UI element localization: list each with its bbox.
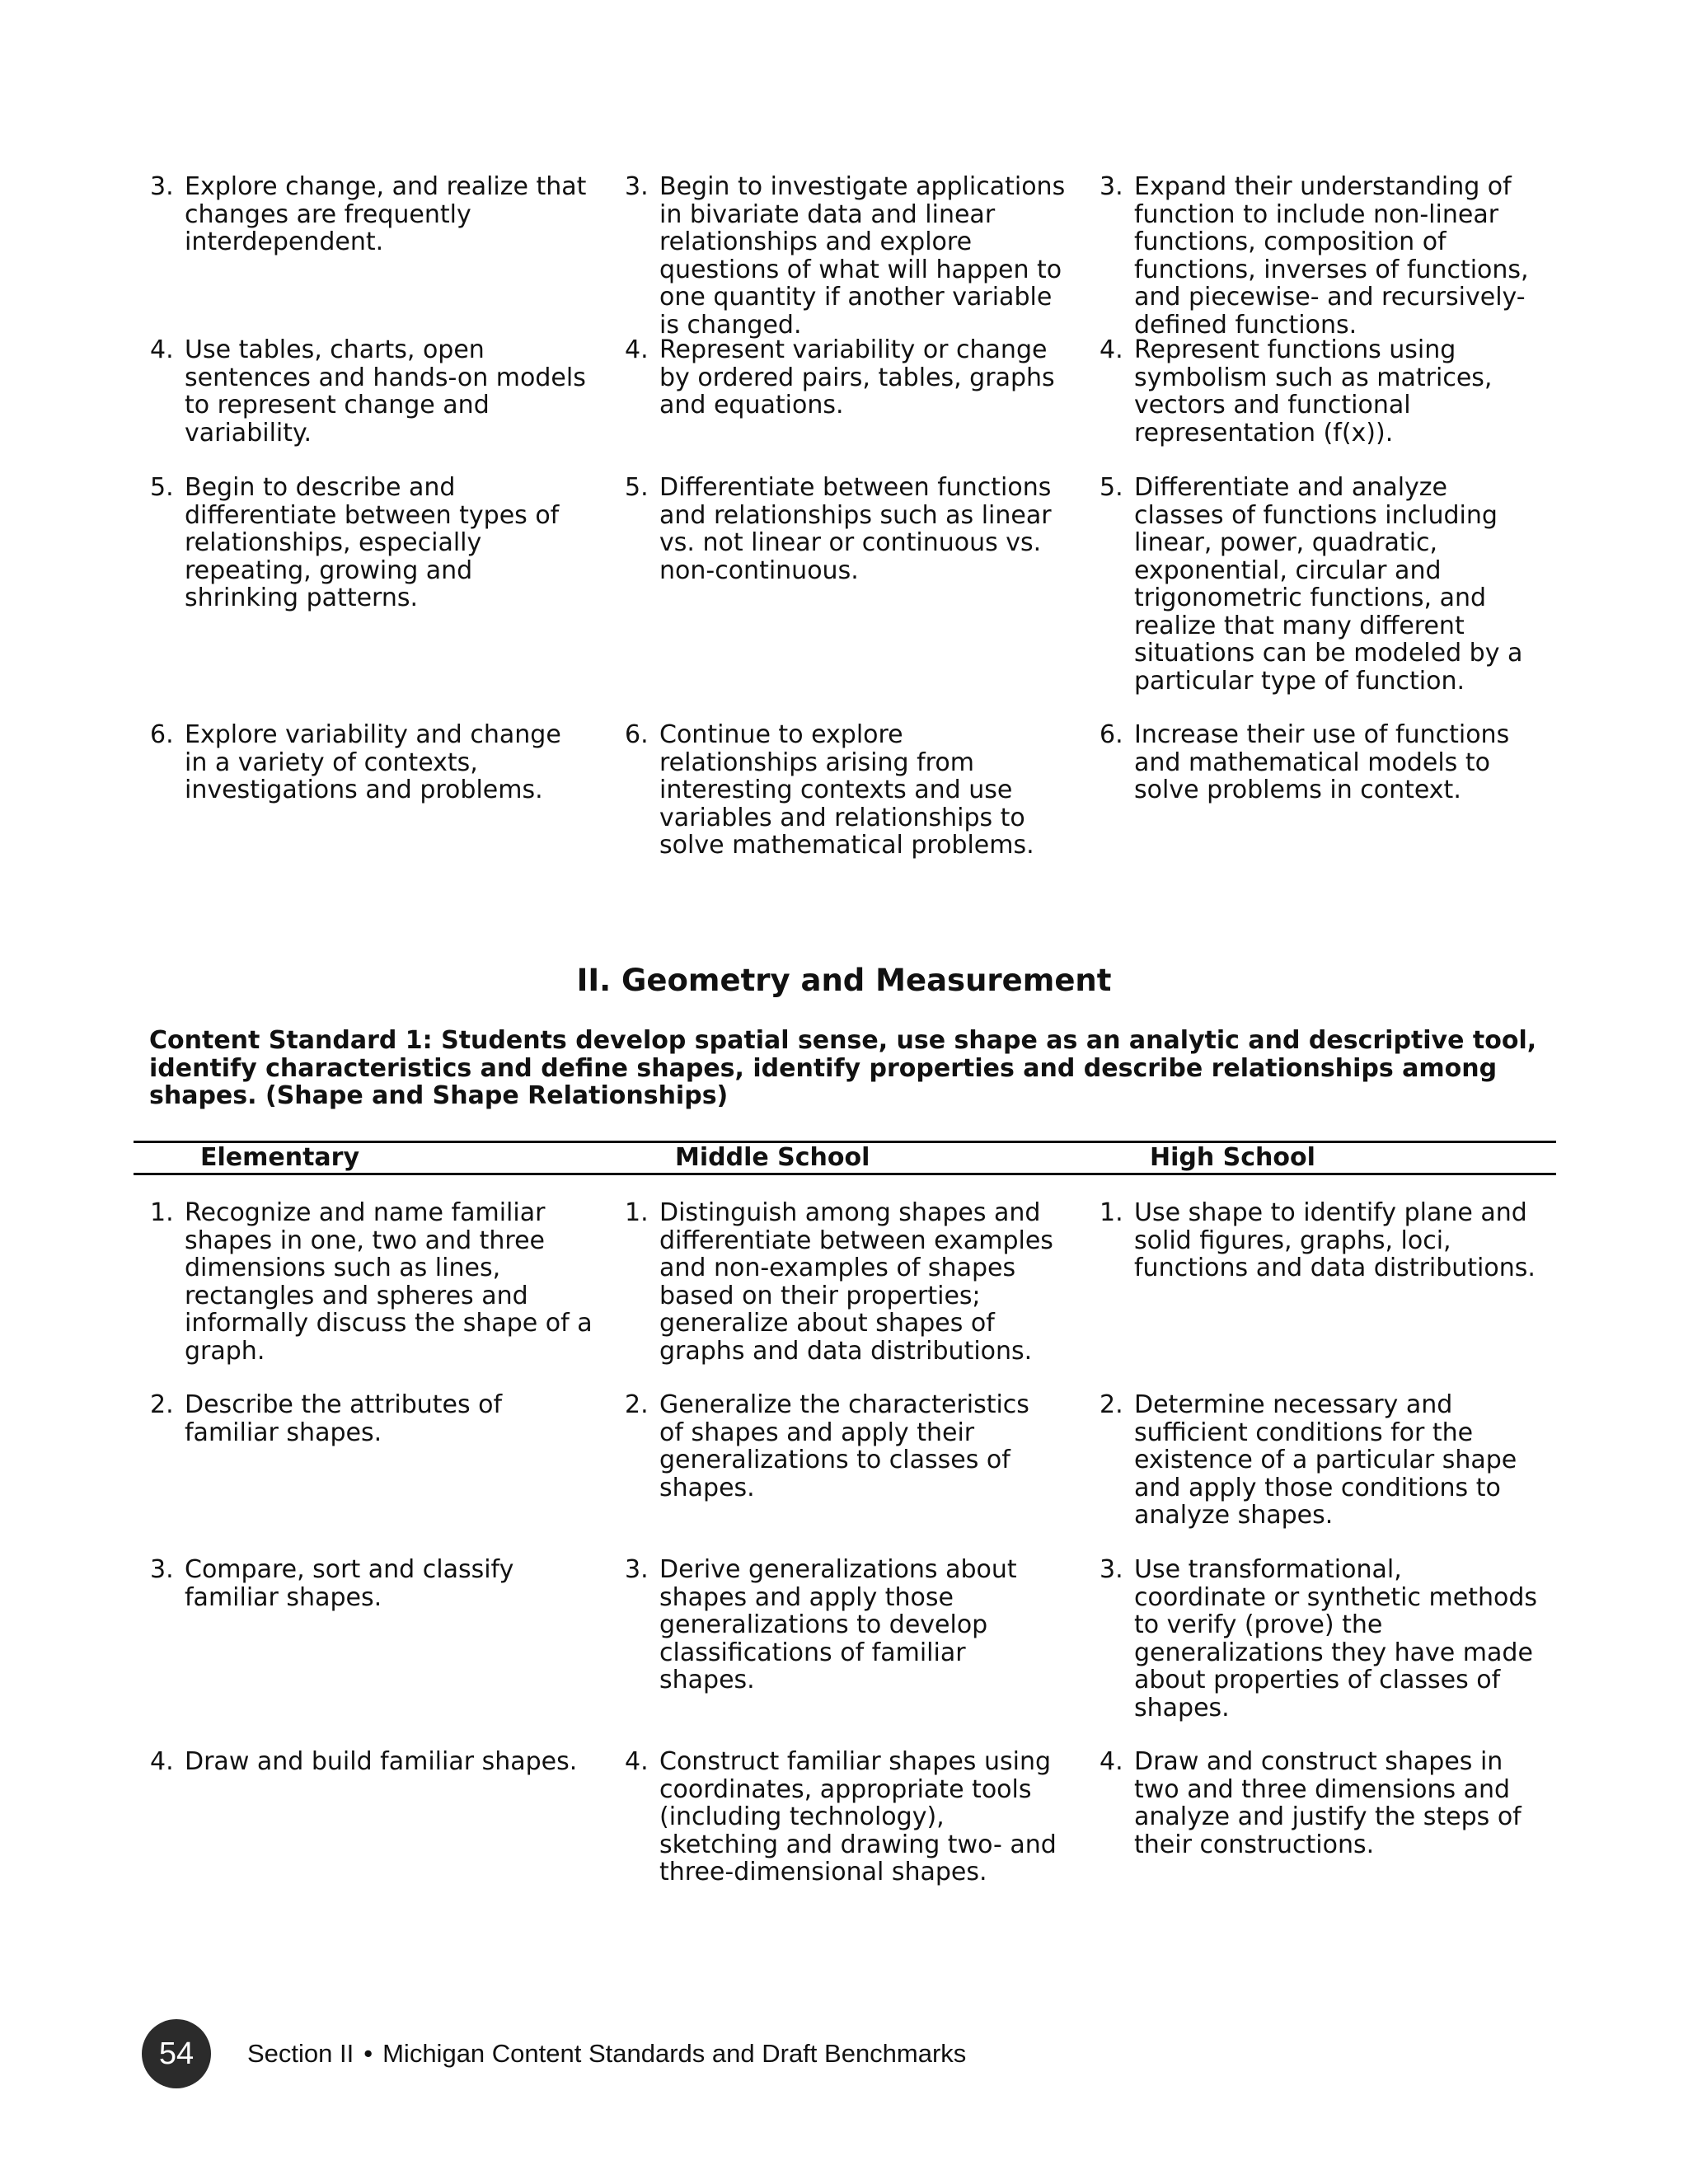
section-title: II. Geometry and Measurement xyxy=(576,963,1112,998)
column-header-bar xyxy=(134,1141,1556,1175)
item-number: 3. xyxy=(1100,172,1123,201)
bottom-high-item-3 xyxy=(1083,1556,1556,1748)
top-middle-item-6 xyxy=(608,721,1083,861)
top-high-item-6 xyxy=(1083,721,1556,861)
top-middle-item-5 xyxy=(608,474,1083,721)
footer-title: Michigan Content Standards and Draft Benchmarks xyxy=(382,2039,967,2068)
top-high-item-3 xyxy=(1083,172,1556,340)
item-number: 1. xyxy=(1100,1198,1123,1227)
item-text: Begin to investigate applications in bivariate data and linear relationships and explore questions of what will happen to one quantity if another variable is changed. xyxy=(659,172,1066,340)
content-standard: Content Standard 1: Students develop spatial sense, use shape as an analytic and descriptive tool, identify characteristics and define shapes, identify properties and describe relationships among shapes. (Shape and Shape Relationships) xyxy=(149,1026,1537,1110)
item-text: Explore variability and change in a variety of contexts, investigations and problems. xyxy=(185,720,561,804)
item-text: Describe the attributes of familiar shapes. xyxy=(185,1390,503,1447)
item-text: Construct familiar shapes using coordinates, appropriate tools (including technology), sketching and drawing two- and three-dimensional shapes. xyxy=(659,1747,1057,1886)
top-standards-table xyxy=(134,173,1556,861)
item-number: 3. xyxy=(1100,1555,1123,1584)
item-text: Generalize the characteristics of shapes and apply their generalizations to classes of shapes. xyxy=(659,1390,1029,1502)
item-number: 3. xyxy=(625,172,649,201)
item-number: 5. xyxy=(150,473,174,502)
item-text: Compare, sort and classify familiar shapes. xyxy=(185,1555,514,1612)
header-middle-school: Middle School xyxy=(675,1143,870,1172)
bottom-elementary-item-1 xyxy=(134,1199,608,1391)
top-elementary-item-6 xyxy=(134,721,608,861)
header-high-school: High School xyxy=(1150,1143,1315,1172)
item-text: Differentiate and analyze classes of functions including linear, power, quadratic, exponential, circular and trigonometric functions, and realize that many different situations can be modeled by a particular type of function. xyxy=(1134,473,1523,696)
item-text: Represent functions using symbolism such as matrices, vectors and functional representation (f(x)). xyxy=(1134,335,1493,448)
bottom-middle-item-2 xyxy=(608,1391,1083,1556)
bottom-middle-item-1 xyxy=(608,1199,1083,1391)
item-number: 1. xyxy=(625,1198,649,1227)
bottom-standards-table xyxy=(134,1199,1556,1888)
item-number: 2. xyxy=(1100,1390,1123,1419)
item-text: Increase their use of functions and mathematical models to solve problems in context. xyxy=(1134,720,1510,804)
footer-text xyxy=(247,2039,966,2069)
item-number: 4. xyxy=(625,335,649,364)
page-number-badge: 54 xyxy=(142,2019,211,2088)
top-elementary-item-5 xyxy=(134,474,608,721)
item-text: Explore change, and realize that changes are frequently interdependent. xyxy=(185,172,587,256)
item-number: 5. xyxy=(625,473,649,502)
item-number: 3. xyxy=(150,172,174,201)
item-number: 4. xyxy=(1100,1747,1123,1776)
item-text: Continue to explore relationships arising from interesting contexts and use variables and relationships to solve mathematical problems. xyxy=(659,720,1034,860)
item-text: Expand their understanding of function to include non-linear functions, composition of functions, inverses of functions, and piecewise- and recursively- defined functions. xyxy=(1134,172,1529,340)
item-text: Use tables, charts, open sentences and hands-on models to represent change and variability. xyxy=(185,335,586,448)
item-number: 2. xyxy=(625,1390,649,1419)
item-number: 5. xyxy=(1100,473,1123,502)
bottom-middle-item-3 xyxy=(608,1556,1083,1748)
bottom-high-item-2 xyxy=(1083,1391,1556,1556)
item-number: 3. xyxy=(625,1555,649,1584)
bottom-middle-item-4 xyxy=(608,1748,1083,1888)
header-elementary: Elementary xyxy=(200,1143,360,1172)
item-text: Recognize and name familiar shapes in one, two and three dimensions such as lines, rectangles and spheres and informally discuss the shape of a graph. xyxy=(185,1198,593,1366)
page-footer xyxy=(142,2019,966,2088)
top-high-item-4 xyxy=(1083,336,1556,474)
item-text: Use shape to identify plane and solid figures, graphs, loci, functions and data distributions. xyxy=(1134,1198,1536,1282)
bottom-high-item-1 xyxy=(1083,1199,1556,1391)
item-number: 6. xyxy=(625,720,649,749)
top-elementary-item-3 xyxy=(134,173,608,336)
item-text: Use transformational, coordinate or synthetic methods to verify (prove) the generalizations they have made about properties of classes of shapes. xyxy=(1134,1555,1538,1722)
top-elementary-item-4 xyxy=(134,336,608,474)
item-number: 4. xyxy=(150,1747,174,1776)
footer-section: Section II xyxy=(247,2039,354,2068)
bottom-elementary-item-4 xyxy=(134,1748,608,1888)
bottom-high-item-4 xyxy=(1083,1748,1556,1888)
item-text: Draw and construct shapes in two and three dimensions and analyze and justify the steps of their constructions. xyxy=(1134,1747,1522,1859)
footer-bullet: • xyxy=(363,2039,373,2068)
item-number: 4. xyxy=(1100,335,1123,364)
item-text: Differentiate between functions and relationships such as linear vs. not linear or continuous vs. non-continuous. xyxy=(659,473,1052,585)
item-text: Begin to describe and differentiate between types of relationships, especially repeating, growing and shrinking patterns. xyxy=(185,473,560,612)
item-text: Represent variability or change by ordered pairs, tables, graphs and equations. xyxy=(659,335,1055,419)
item-text: Determine necessary and sufficient conditions for the existence of a particular shape and apply those conditions to analyze shapes. xyxy=(1134,1390,1517,1530)
top-middle-item-3 xyxy=(608,172,1083,340)
item-number: 1. xyxy=(150,1198,174,1227)
item-text: Distinguish among shapes and differentiate between examples and non-examples of shapes based on their properties; generalize about shapes of graphs and data distributions. xyxy=(659,1198,1053,1366)
item-text: Draw and build familiar shapes. xyxy=(185,1747,578,1776)
bottom-elementary-item-2 xyxy=(134,1391,608,1556)
top-middle-item-4 xyxy=(608,336,1083,474)
item-text: Derive generalizations about shapes and apply those generalizations to develop classifications of familiar shapes. xyxy=(659,1555,1017,1694)
item-number: 4. xyxy=(625,1747,649,1776)
item-number: 4. xyxy=(150,335,174,364)
item-number: 6. xyxy=(150,720,174,749)
item-number: 6. xyxy=(1100,720,1123,749)
bottom-elementary-item-3 xyxy=(134,1556,608,1748)
item-number: 3. xyxy=(150,1555,174,1584)
item-number: 2. xyxy=(150,1390,174,1419)
top-high-item-5 xyxy=(1083,474,1556,721)
